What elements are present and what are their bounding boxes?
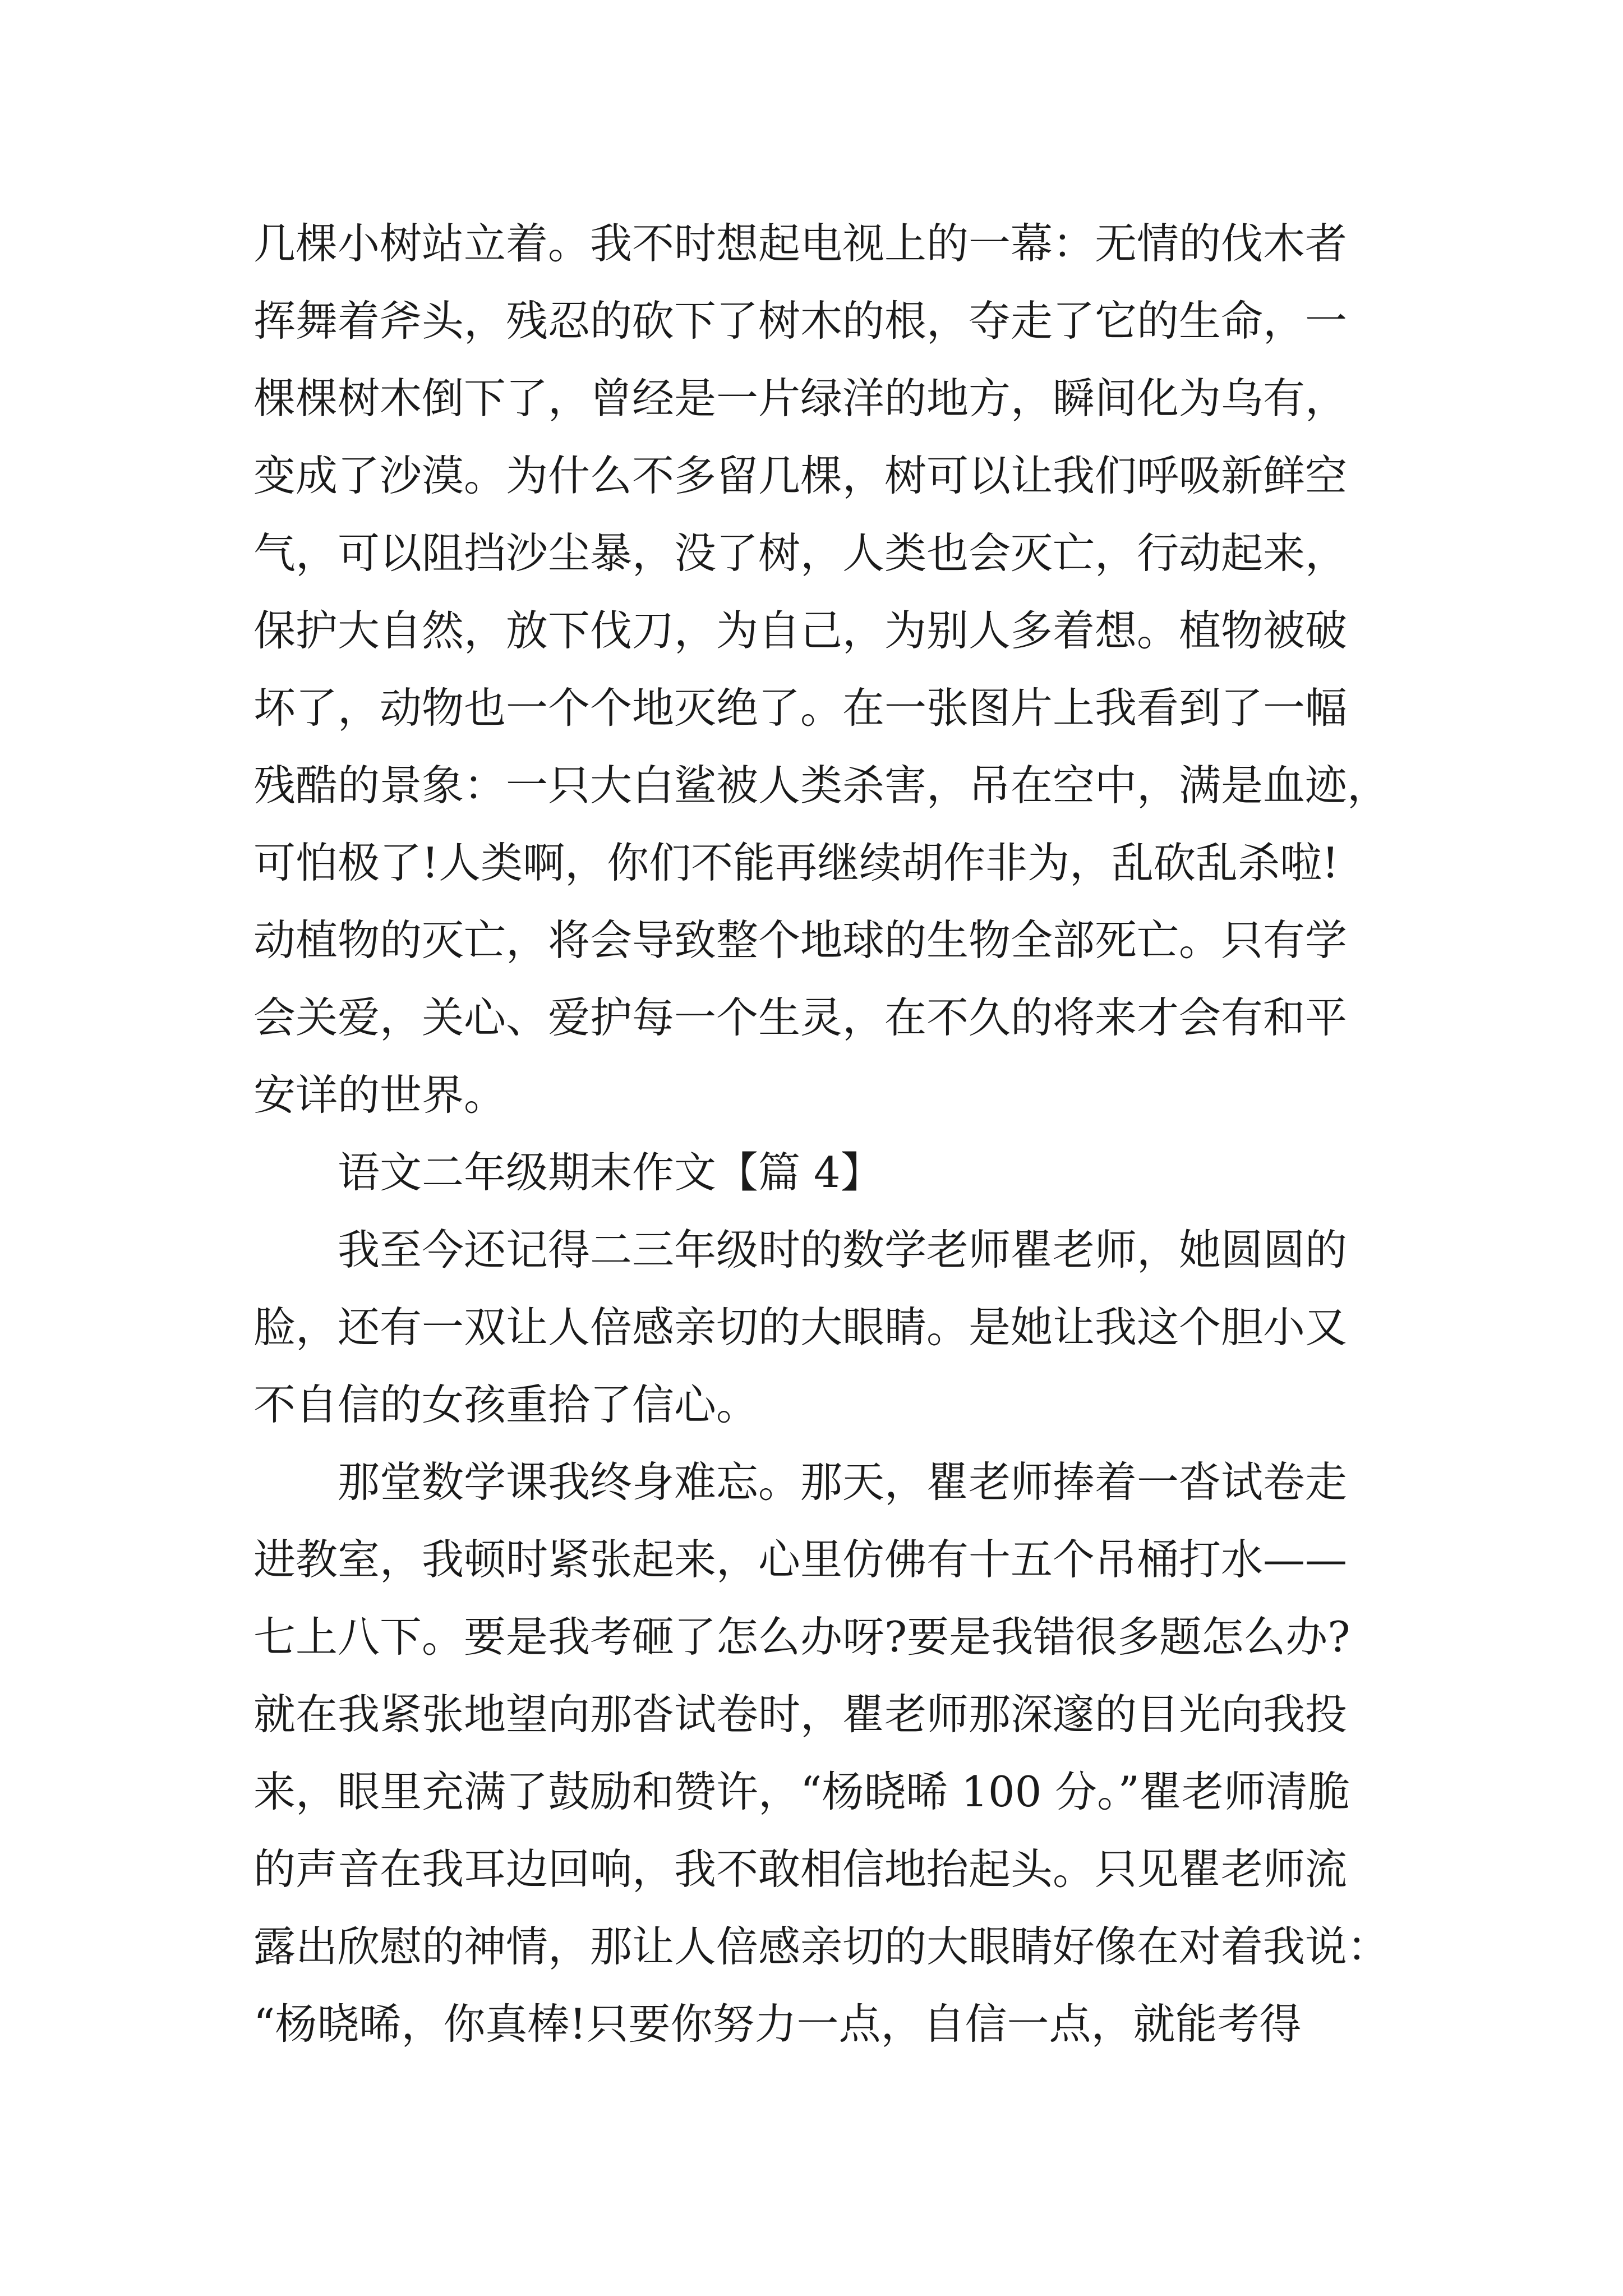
text-line: 露出欣慰的神情，那让人倍感亲切的大眼睛好像在对着我说： [253, 1922, 1390, 1971]
text-line: 那堂数学课我终身难忘。那天，瞿老师捧着一沓试卷走 [338, 1457, 1348, 1507]
text-line: 变成了沙漠。为什么不多留几棵，树可以让我们呼吸新鲜空 [253, 451, 1348, 500]
text-line: 坏了，动物也一个个地灭绝了。在一张图片上我看到了一幅 [253, 683, 1348, 733]
text-line: 会关爱，关心、爱护每一个生灵，在不久的将来才会有和平 [253, 993, 1348, 1042]
section-heading: 语文二年级期末作文【篇 4】 [338, 1148, 883, 1197]
text-line: 安详的世界。 [253, 1070, 506, 1120]
text-line: 棵棵树木倒下了，曾经是一片绿洋的地方，瞬间化为乌有， [253, 374, 1348, 423]
text-line: 来，眼里充满了鼓励和赞许，“杨晓晞 100 分。”瞿老师清脆 [253, 1767, 1350, 1816]
text-line: 可怕极了!人类啊，你们不能再继续胡作非为，乱砍乱杀啦! [253, 838, 1339, 887]
text-line: 气，可以阻挡沙尘暴，没了树，人类也会灭亡，行动起来， [253, 528, 1348, 578]
text-line: 动植物的灭亡，将会导致整个地球的生物全部死亡。只有学 [253, 915, 1348, 965]
text-line: 的声音在我耳边回响，我不敢相信地抬起头。只见瞿老师流 [253, 1844, 1348, 1894]
text-line: 残酷的景象：一只大白鲨被人类杀害，吊在空中，满是血迹， [253, 761, 1390, 810]
text-line: 七上八下。要是我考砸了怎么办呀?要是我错很多题怎么办? [253, 1612, 1350, 1662]
text-line: 几棵小树站立着。我不时想起电视上的一幕：无情的伐木者 [253, 219, 1348, 268]
body-text [253, 205, 1398, 2063]
text-line: 保护大自然，放下伐刀，为自己，为别人多着想。植物被破 [253, 606, 1348, 655]
text-line: 不自信的女孩重拾了信心。 [253, 1380, 759, 1429]
text-line: 就在我紧张地望向那沓试卷时，瞿老师那深邃的目光向我投 [253, 1690, 1348, 1739]
text-line: 挥舞着斧头，残忍的砍下了树木的根，夺走了它的生命，一 [253, 296, 1348, 346]
text-line: 我至今还记得二三年级时的数学老师瞿老师，她圆圆的 [338, 1225, 1348, 1274]
text-line: “杨晓晞，你真棒!只要你努力一点，自信一点，就能考得 [253, 1999, 1302, 2049]
text-line: 脸，还有一双让人倍感亲切的大眼睛。是她让我这个胆小又 [253, 1303, 1348, 1352]
text-line: 进教室，我顿时紧张起来，心里仿佛有十五个吊桶打水—— [253, 1535, 1348, 1584]
